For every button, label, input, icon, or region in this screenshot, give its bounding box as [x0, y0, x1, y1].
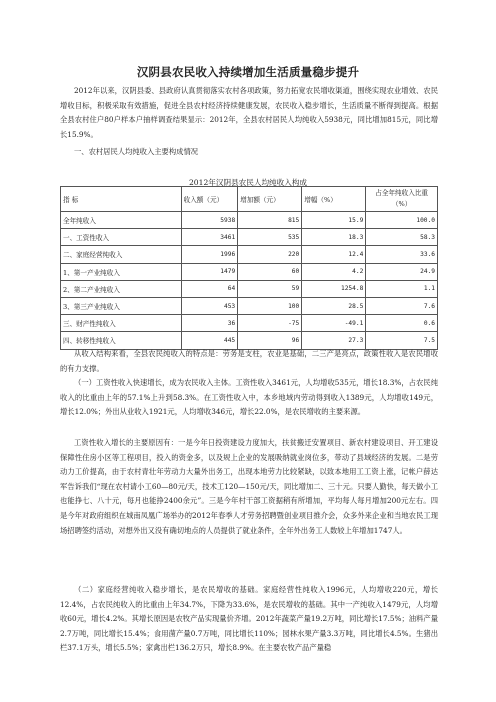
cell-share: 24.9 [366, 263, 438, 280]
cell-increase: 60 [238, 263, 302, 280]
table-header-row [61, 187, 438, 212]
cell-share: 7.5 [366, 332, 438, 349]
cell-income: 36 [181, 315, 238, 332]
header-income: 收入额（元） [181, 187, 238, 212]
cell-share: 0.6 [366, 315, 438, 332]
cell-income: 1996 [181, 246, 238, 263]
cell-income: 3461 [181, 229, 238, 246]
cell-income: 445 [181, 332, 238, 349]
cell-increase: 59 [238, 280, 302, 297]
table-row [61, 297, 438, 314]
cell-increase: 96 [238, 332, 302, 349]
row-label: 1、第一产业纯收入 [61, 263, 182, 280]
cell-growth: 27.3 [302, 332, 366, 349]
cell-growth: 18.3 [302, 229, 366, 246]
row-label: 3、第三产业纯收入 [61, 297, 182, 314]
cell-growth: 28.5 [302, 297, 366, 314]
section-heading-1: 一、农村居民人均纯收入主要构成情况 [74, 147, 199, 156]
table-row [61, 246, 438, 263]
header-indicator: 指 标 [61, 187, 182, 212]
cell-increase: 535 [238, 229, 302, 246]
cell-share: 7.6 [366, 297, 438, 314]
row-label: 二、家庭经营纯收入 [61, 246, 182, 263]
table-title: 2012年汉阴县农民人均纯收入构成 [188, 178, 308, 187]
intro-paragraph: 2012年以来，汉阴县委、县政府认真贯彻落实农村各项政策，努力拓宽农民增收渠道，围绕实现农业增效、农民增收目标，积极采取有效措施，促进全县农村经济持续健康发展，农民收入稳步增长，生活质量不断得到提高。根据全县农村住户80户样本户抽样调查结果显示：2012年，全县农村居民人均纯收入5938元，同比增加815元，同比增长15.9%。 [60, 86, 438, 139]
wage-reason-paragraph: 工资性收入增长的主要原因有：一是今年日投资建设力度加大，扶贫搬迁安置项目、新农村建设项目、开工建设保障性住房小区等工程项目，投入的资金多，以及规上企业的发展吸纳就业岗位多，带动了县域经济的发展。二是劳动力工价提高，由于农村青壮年劳动力大量外出务工，出现本地劳力比较紧缺，以致本地用工工资上涨，记帐户薛达军告诉我们“现在农村请小工60—80元/天，技术工120—150元/天，同比增加二、三十元。只要人勤快，每天做小工也能挣七、八十元，每月也能挣2400余元”。三是今年村干部工资据稍有所增加，平均每人每月增加200元左右。四是今年对政府组织在城南凤凰广场举办的2012年春季人才劳务招聘暨创业项目推介会，众多外来企业和当地农民工现场招聘签约活动，对想外出又没有确切地点的人员提供了就业条件，全年外出务工人数较上年增加1747人。 [60, 438, 438, 535]
cell-income: 64 [181, 280, 238, 297]
cell-income: 1479 [181, 263, 238, 280]
cell-increase: 815 [238, 212, 302, 229]
cell-growth: 12.4 [302, 246, 366, 263]
table-row [61, 263, 438, 280]
row-label: 2、第二产业纯收入 [61, 280, 182, 297]
cell-increase: 100 [238, 297, 302, 314]
structure-paragraph: 从收入结构来看，全县农民纯收入的特点是：劳务是支柱，农业是基础，二三产是亮点，政策性收入是农民增收的有力支撑。 [60, 349, 438, 373]
row-label: 一、工资性收入 [61, 229, 182, 246]
row-label: 全年纯收入 [61, 212, 182, 229]
cell-growth: 1254.8 [302, 280, 366, 297]
wage-income-paragraph: （一）工资性收入快速增长，成为农民收入主体。工资性收入3461元，人均增收535元，增长18.3%，占农民纯收入的比重由上年的57.1%上升到58.3%。在工资性收入中，本乡地域内劳动得到收入1389元，人均增收149元，增长12.0%；外出从业收入1921元，人均增收346元，增长22.0%，是农民增收的主要来源。 [60, 378, 438, 417]
cell-share: 1.1 [366, 280, 438, 297]
cell-income: 5938 [181, 212, 238, 229]
cell-share: 33.6 [366, 246, 438, 263]
row-label: 四、转移性纯收入 [61, 332, 182, 349]
header-increase: 增加额（元） [238, 187, 302, 212]
cell-increase: -75 [238, 315, 302, 332]
header-share: 占全年纯收入比重（%） [366, 187, 438, 212]
table-row [61, 212, 438, 229]
cell-increase: 220 [238, 246, 302, 263]
table-row [61, 280, 438, 297]
family-income-paragraph: （二）家庭经营纯收入稳步增长，是农民增收的基础。家庭经营性纯收入1996元，人均增收220元，增长12.4%，占农民纯收入的比重由上年34.7%，下降为33.6%，是农民增收的基础。其中一产纯收入1479元，人均增收60元，增长4.2%。其增长原因是农牧产品实现量价齐增。2012年蔬菜产量19.2万吨，同比增长17.5%；油料产量2.7万吨，同比增长15.4%；食用菌产量0.7万吨，同比增长110%；园林水果产量3.3万吨，同比增长4.5%。生猪出栏37.1万头，增长5.5%；家禽出栏136.2万只，增长8.9%。在主要农牧产品产量稳 [60, 585, 438, 653]
row-label: 三、财产性纯收入 [61, 315, 182, 332]
table-row [61, 315, 438, 332]
cell-growth: 4.2 [302, 263, 366, 280]
header-growth: 增幅（%） [302, 187, 366, 212]
table-row [61, 229, 438, 246]
cell-share: 100.0 [366, 212, 438, 229]
cell-income: 453 [181, 297, 238, 314]
income-table [60, 186, 438, 350]
cell-growth: -49.1 [302, 315, 366, 332]
document-title: 汉阴县农民收入持续增加生活质量稳步提升 [136, 65, 360, 79]
cell-share: 58.3 [366, 229, 438, 246]
cell-growth: 15.9 [302, 212, 366, 229]
